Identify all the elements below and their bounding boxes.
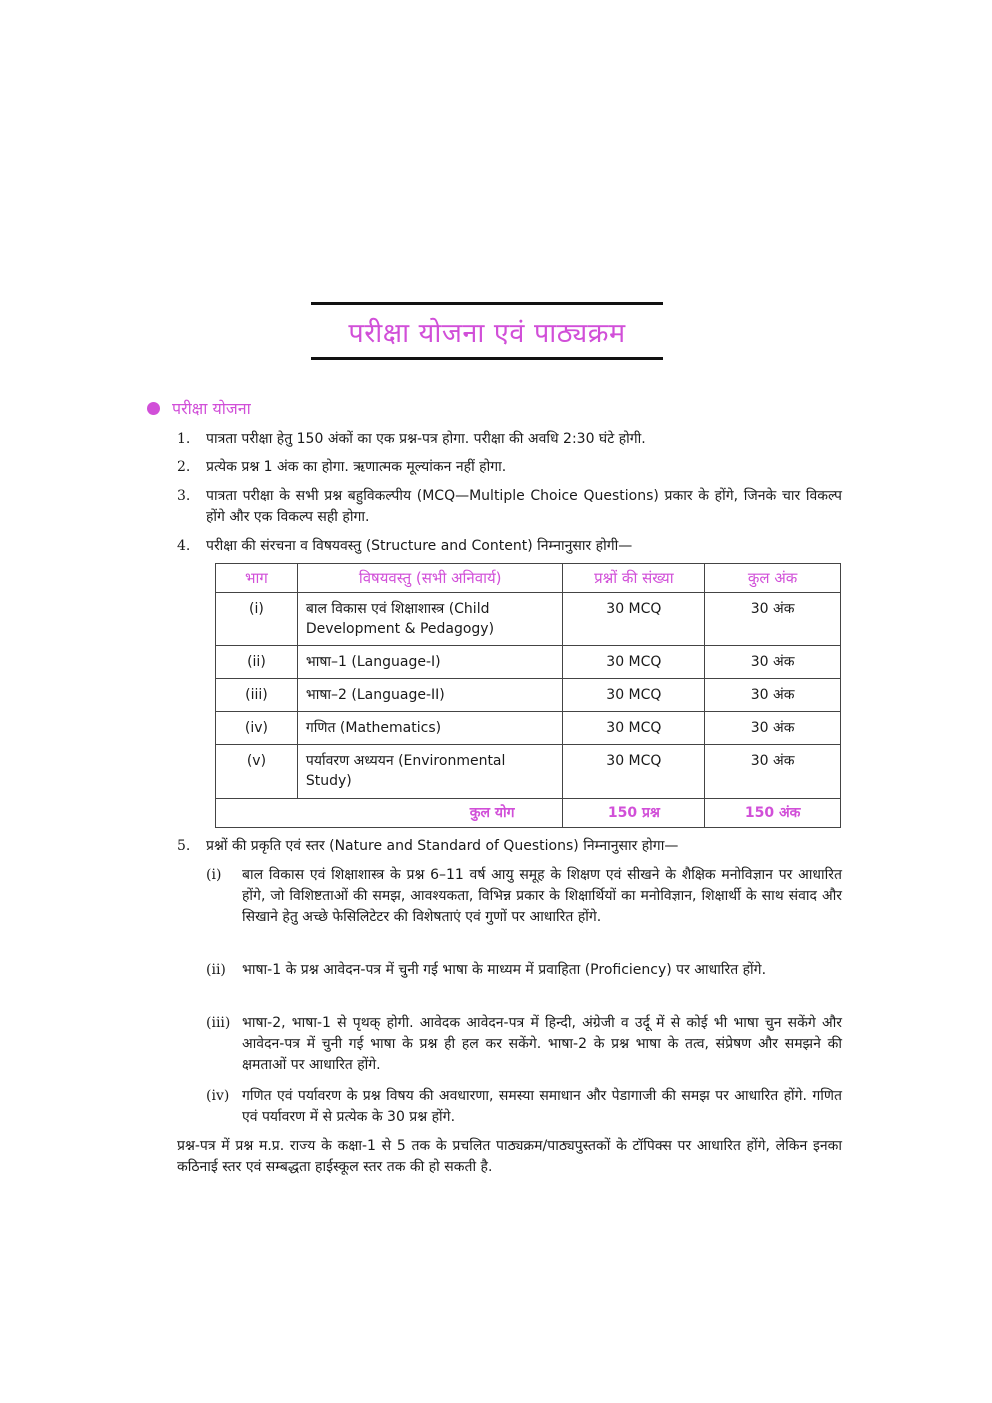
cell-marks: 30 अंक: [705, 679, 841, 712]
cell-questions: 30 MCQ: [563, 646, 705, 679]
item-text: पात्रता परीक्षा के सभी प्रश्न बहुविकल्पीय (MCQ—Multiple Choice Questions) प्रकार के होंगे, जिनके चार विकल्प होंगे और एक विकल्प सही होगा.: [206, 488, 842, 525]
closing-paragraph: प्रश्न-पत्र में प्रश्न म.प्र. राज्य के कक्षा-1 से 5 तक के प्रचलित पाठ्यक्रम/पाठ्यपुस्तकों के टॉपिक्स पर आधारित होंगे, लेकिन इनका कठिनाई स्तर एवं सम्बद्धता हाईस्कूल स्तर तक की हो सकती है.: [177, 1138, 842, 1175]
item-text: परीक्षा की संरचना व विषयवस्तु (Structure and Content) निम्नानुसार होगी—: [206, 538, 633, 554]
cell-subject: बाल विकास एवं शिक्षाशास्त्र (Child Development & Pedagogy): [297, 593, 563, 646]
header-questions: प्रश्नों की संख्या: [563, 564, 705, 593]
item-number: 4.: [177, 538, 191, 554]
cell-subject: पर्यावरण अध्ययन (Environmental Study): [297, 745, 563, 799]
subitem-text: भाषा-1 के प्रश्न आवेदन-पत्र में चुनी गई भाषा के माध्यम में प्रवाहिता (Proficiency) पर आधारित होंगे.: [242, 962, 767, 978]
cell-marks: 30 अंक: [705, 646, 841, 679]
cell-questions: 30 MCQ: [563, 679, 705, 712]
item-text: प्रत्येक प्रश्न 1 अंक का होगा. ऋणात्मक मूल्यांकन नहीं होगा.: [206, 459, 507, 475]
subitem-label: (iv): [206, 1088, 230, 1104]
cell-questions: 30 MCQ: [563, 712, 705, 745]
cell-subject: गणित (Mathematics): [297, 712, 563, 745]
header-marks: कुल अंक: [705, 564, 841, 593]
cell-part: (ii): [216, 646, 298, 679]
subitem: [206, 1086, 842, 1130]
cell-part: (iv): [216, 712, 298, 745]
cell-questions: 30 MCQ: [563, 745, 705, 799]
exam-scheme-table: [215, 563, 841, 828]
subitem: [206, 960, 842, 1004]
table-total-row: [216, 799, 841, 828]
cell-marks: 30 अंक: [705, 712, 841, 745]
item-number: 1.: [177, 431, 191, 447]
subitem-label: (ii): [206, 962, 226, 978]
bullet-icon: [147, 402, 160, 415]
table-row: [216, 646, 841, 679]
table-row: [216, 679, 841, 712]
page-title: परीक्षा योजना एवं पाठ्यक्रम: [348, 317, 626, 349]
cell-subject: भाषा–2 (Language-II): [297, 679, 563, 712]
subitem-label: (iii): [206, 1015, 231, 1031]
item-number: 3.: [177, 488, 191, 504]
subitem-text: भाषा-2, भाषा-1 से पृथक् होगी. आवेदक आवेदन-पत्र में हिन्दी, अंग्रेजी व उर्दू में से कोई भी भाषा चुन सकेंगे और आवेदन-पत्र में चुनी गई भाषा के प्रश्न ही हल कर सकेंगे. भाषा-2 के प्रश्न भाषा के तत्व, संप्रेषण और समझने की क्षमताओं पर आधारित होंगे.: [242, 1015, 842, 1073]
item-text: पात्रता परीक्षा हेतु 150 अंकों का एक प्रश्न-पत्र होगा. परीक्षा की अवधि 2:30 घंटे होगी.: [206, 431, 646, 447]
section-heading-text: परीक्षा योजना: [172, 399, 251, 418]
total-marks: 150 अंक: [705, 799, 841, 828]
item-text: प्रश्नों की प्रकृति एवं स्तर (Nature and Standard of Questions) निम्नानुसार होगा—: [206, 838, 679, 854]
total-label: कुल योग: [216, 799, 563, 828]
item-number: 5.: [177, 838, 191, 854]
cell-subject: भाषा–1 (Language-I): [297, 646, 563, 679]
subitem: [206, 1013, 842, 1079]
cell-part: (iii): [216, 679, 298, 712]
cell-marks: 30 अंक: [705, 745, 841, 799]
table-header-row: [216, 564, 841, 593]
page-title-box: [311, 302, 663, 360]
header-part: भाग: [216, 564, 298, 593]
header-subject: विषयवस्तु (सभी अनिवार्य): [297, 564, 563, 593]
cell-marks: 30 अंक: [705, 593, 841, 646]
cell-part: (i): [216, 593, 298, 646]
subitem-text: बाल विकास एवं शिक्षाशास्त्र के प्रश्न 6–11 वर्ष आयु समूह के शिक्षण एवं सीखने के शैक्षिक मनोविज्ञान पर आधारित होंगे, जो विशिष्टताओं की समझ, आवश्यकता, विभिन्न प्रकार के शिक्षार्थियों का मनोविज्ञान, शिक्षार्थी के साथ संवाद और सिखाने हेतु अच्छे फेसिलिटेटर की विशेषताएं एवं गुणों पर आधारित होंगे.: [242, 867, 842, 925]
table-row: [216, 593, 841, 646]
item-number: 2.: [177, 459, 191, 475]
cell-part: (v): [216, 745, 298, 799]
subitem-text: गणित एवं पर्यावरण के प्रश्न विषय की अवधारणा, समस्या समाधान और पेडागाजी की समझ पर आधारित होंगे. गणित एवं पर्यावरण में से प्रत्येक के 30 प्रश्न होंगे.: [242, 1088, 842, 1125]
subitem-label: (i): [206, 867, 222, 883]
subitem: [206, 865, 842, 951]
table-row: [216, 745, 841, 799]
total-questions: 150 प्रश्न: [563, 799, 705, 828]
section-heading: [147, 397, 251, 419]
table-row: [216, 712, 841, 745]
cell-questions: 30 MCQ: [563, 593, 705, 646]
